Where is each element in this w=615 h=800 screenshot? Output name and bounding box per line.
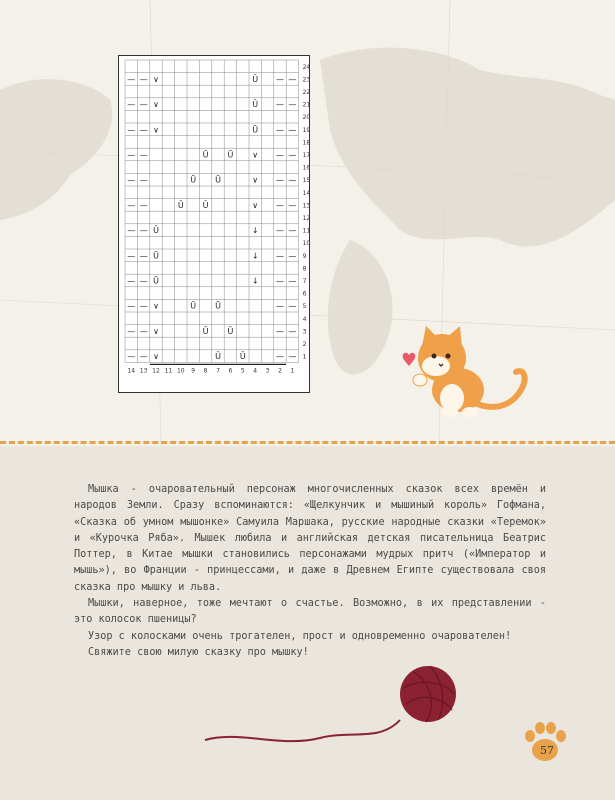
chart-stitch-symbol: — [288,74,297,84]
paragraph-pattern: Узор с колосками очень трогателен, прост и одновременно очарователен! [88,630,512,642]
chart-stitch-symbol: — [139,251,148,261]
chart-stitch-symbol: — [127,74,136,84]
chart-column-number: 14 [127,367,136,375]
chart-stitch-symbol: Ū [202,200,209,210]
chart-stitch-symbol: — [276,326,284,336]
chart-column-number: 13 [139,367,148,375]
chart-row-number: 21 [302,101,311,109]
chart-stitch-symbol: — [276,226,284,236]
chart-stitch-symbol: — [288,226,297,236]
chart-stitch-symbol: — [288,251,297,261]
chart-stitch-symbol: — [127,276,136,286]
chart-column-number: 3 [265,367,270,375]
chart-column-number: 6 [228,367,233,375]
chart-column-number: 12 [152,367,160,375]
page-number: 57 [540,744,554,757]
chart-stitch-symbol: — [127,100,136,110]
cat-illustration [396,320,536,420]
chart-stitch-symbol: ↓ [251,276,259,286]
chart-row-number: 24 [302,63,311,71]
knitting-chart [119,56,309,392]
chart-stitch-symbol: — [127,226,136,236]
chart-stitch-symbol: — [276,74,284,84]
chart-row-number: 14 [302,189,311,197]
chart-stitch-symbol: Ū [202,150,209,160]
chart-stitch-symbol: — [276,175,284,185]
chart-row-number: 22 [302,89,311,96]
chart-stitch-symbol: Ū [227,326,234,336]
chart-stitch-symbol: Ū [153,276,159,286]
chart-row-number: 12 [302,215,311,222]
chart-stitch-symbol: — [139,352,148,362]
chart-stitch-symbol: ∨ [153,100,159,110]
chart-stitch-symbol: ↓ [251,251,259,261]
chart-stitch-symbol: Ū [177,200,184,210]
chart-stitch-symbol: — [276,251,284,261]
chart-stitch-symbol: Ū [252,100,259,110]
chart-stitch-symbol: ∨ [153,125,159,135]
chart-column-number: 11 [164,367,173,375]
chart-stitch-symbol: — [139,226,148,236]
chart-stitch-symbol: ∨ [153,301,159,311]
chart-stitch-symbol: Ū [252,125,259,135]
chart-stitch-symbol: ∨ [153,326,159,336]
chart-stitch-symbol: — [288,150,297,160]
chart-row-number: 5 [302,303,307,311]
chart-stitch-symbol: — [139,74,148,84]
chart-stitch-symbol: ∨ [153,74,159,84]
chart-stitch-symbol: — [276,150,284,160]
chart-stitch-symbol: — [127,150,136,160]
chart-stitch-symbol: ∨ [153,352,159,362]
chart-stitch-symbol: Ū [153,251,159,261]
chart-stitch-symbol: — [139,100,148,110]
chart-stitch-symbol: — [139,150,148,160]
chart-stitch-symbol: — [127,352,136,362]
chart-row-number: 2 [302,341,307,348]
chart-stitch-symbol: — [139,200,148,210]
chart-row-number: 6 [302,290,307,298]
chart-stitch-symbol: Ū [153,226,159,236]
chart-stitch-symbol: — [139,175,148,185]
chart-stitch-symbol: ↓ [251,226,259,236]
chart-stitch-symbol: — [288,276,297,286]
chart-stitch-symbol: — [127,175,136,185]
chart-stitch-symbol: — [288,326,297,336]
chart-stitch-symbol: — [139,326,148,336]
chart-stitch-symbol: Ū [215,352,221,362]
chart-row-number: 7 [302,278,307,285]
chart-stitch-symbol: — [276,276,284,286]
chart-stitch-symbol: ∨ [252,200,259,210]
chart-row-number: 1 [302,353,307,361]
chart-stitch-symbol: Ū [215,175,221,185]
chart-stitch-symbol: Ū [239,352,246,362]
chart-row-number: 20 [302,114,311,122]
chart-stitch-symbol: — [127,251,136,261]
chart-row-number: 17 [302,152,311,159]
chart-row-number: 8 [302,265,307,273]
chart-stitch-symbol: — [288,125,297,135]
chart-stitch-symbol: — [276,200,284,210]
chart-column-number: 1 [290,367,295,375]
paragraph-intro: Мышка - очаровательный персонаж многочисленных сказок всех времён и народов Земли. Сразу вспоминаются: «Щелкунчик и мышиный король» Гофмана, «Сказка об умном мышонке» Самуила Маршака, русские народные сказки «Теремок» и «Курочка Ряба». Мышек любила и английская детская писательница Беатрис Поттер, в Китае мышки становились персонажами мудрых притч («Император и мышь»), во Франции - принцессами, и даже в Древнем Египте существовала своя сказка про мышку и льва. [74,484,546,593]
chart-stitch-symbol: — [127,326,136,336]
chart-column-number: 9 [191,367,196,375]
chart-row-number: 16 [302,164,311,172]
chart-column-number: 5 [240,367,245,375]
chart-stitch-symbol: ∨ [252,175,259,185]
chart-row-number: 11 [302,227,311,235]
chart-row-number: 13 [302,202,311,210]
chart-column-number: 2 [278,367,282,375]
chart-stitch-symbol: — [288,200,297,210]
chart-stitch-symbol: — [139,125,148,135]
paragraph-dream: Мышки, наверное, тоже мечтают о счастье. Возможно, в их представлении - это колосок пшеницы? [74,598,546,626]
chart-stitch-symbol: — [276,301,284,311]
chart-stitch-symbol: — [127,125,136,135]
chart-row-number: 15 [302,177,311,185]
chart-row-number: 9 [302,252,307,260]
chart-column-number: 7 [216,367,220,375]
chart-stitch-symbol: ∨ [252,150,259,160]
chart-stitch-symbol: Ū [202,326,209,336]
chart-stitch-symbol: — [276,100,284,110]
chart-stitch-symbol: Ū [190,175,197,185]
chart-stitch-symbol: Ū [227,150,234,160]
chart-column-number: 10 [176,367,185,375]
dashed-separator [0,441,615,444]
chart-stitch-symbol: — [127,200,136,210]
paragraph-call: Свяжите свою милую сказку про мышку! [88,646,309,658]
body-text [74,482,546,661]
chart-row-number: 4 [302,315,307,323]
chart-stitch-symbol: Ū [252,74,259,84]
chart-stitch-symbol: — [127,301,136,311]
chart-stitch-symbol: — [288,175,297,185]
chart-column-number: 4 [253,367,258,375]
chart-row-number: 19 [302,126,311,134]
chart-row-number: 23 [302,76,311,84]
chart-stitch-symbol: — [288,100,297,110]
yarn-ball-illustration [200,660,460,750]
chart-column-number: 8 [203,367,208,375]
chart-row-number: 10 [302,240,311,248]
chart-stitch-symbol: — [139,276,148,286]
chart-stitch-symbol: Ū [190,301,197,311]
chart-stitch-symbol: — [288,352,297,362]
chart-row-number: 3 [302,328,307,336]
chart-stitch-symbol: — [288,301,297,311]
chart-stitch-symbol: — [276,125,284,135]
knitting-chart-frame [118,55,310,393]
chart-row-number: 18 [302,139,311,147]
chart-stitch-symbol: Ū [215,301,221,311]
chart-stitch-symbol: — [139,301,148,311]
chart-stitch-symbol: — [276,352,284,362]
